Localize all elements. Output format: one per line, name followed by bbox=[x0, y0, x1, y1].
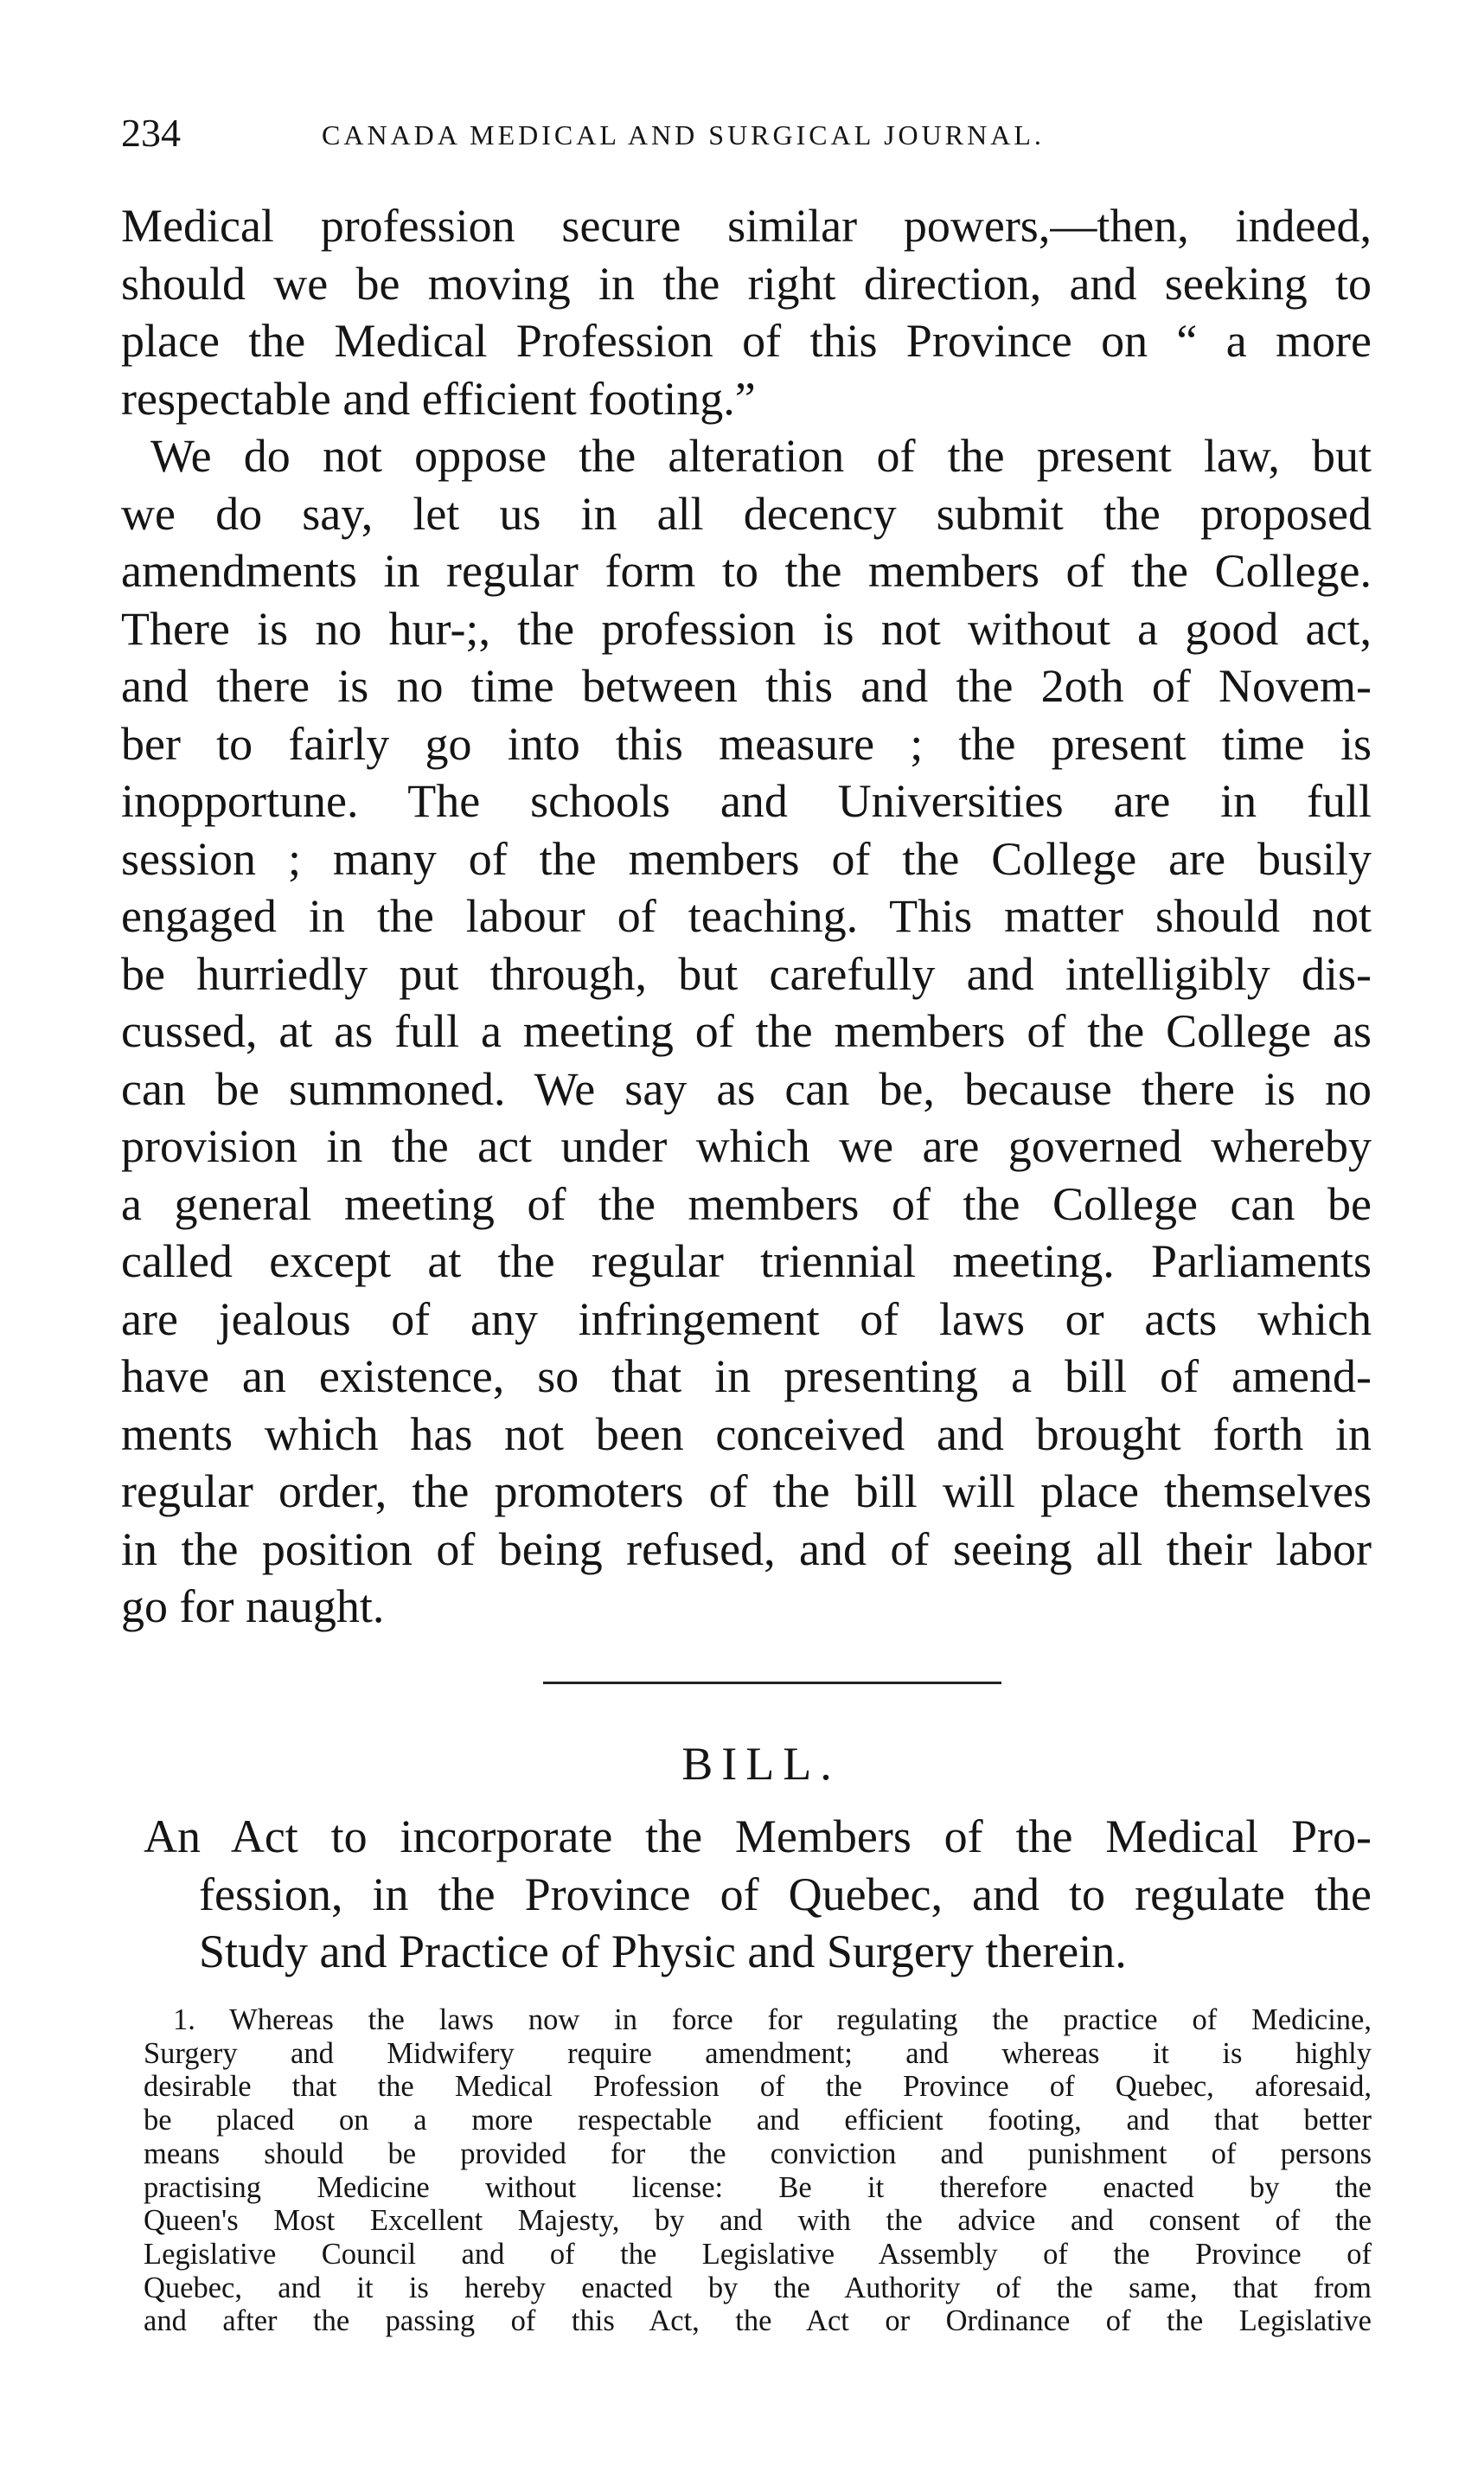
section-line: be placed on a more respectable and efficient footing, and that better bbox=[144, 2104, 1372, 2137]
body-line: go for naught. bbox=[121, 1580, 385, 1632]
section-line: Legislative Council and of the Legislative Assembly of the Province of bbox=[144, 2237, 1372, 2271]
body-line: respectable and efficient footing.” bbox=[121, 372, 756, 425]
body-line: There is no hur-;, the profession is not without a good act, bbox=[121, 602, 1372, 655]
act-title-line: fession, in the Province of Quebec, and to regulate the bbox=[199, 1868, 1372, 1920]
body-line: a general meeting of the members of the College can be bbox=[121, 1177, 1372, 1230]
section-line: Surgery and Midwifery require amendment; and whereas it is highly bbox=[144, 2036, 1372, 2070]
body-line: cussed, at as full a meeting of the members of the College as bbox=[121, 1005, 1372, 1057]
section-line: Queen's Most Excellent Majesty, by and with the advice and consent of the bbox=[144, 2204, 1372, 2238]
bill-heading: BILL. bbox=[681, 1738, 841, 1790]
body-line: regular order, the promoters of the bill will place themselves bbox=[121, 1465, 1372, 1517]
section-line: Quebec, and it is hereby enacted by the Authority of the same, that from bbox=[144, 2271, 1372, 2304]
page-header bbox=[121, 109, 1366, 170]
body-line: be hurriedly put through, but carefully and intelligibly dis- bbox=[121, 947, 1372, 1000]
section-line: means should be provided for the conviction and punishment of persons bbox=[144, 2137, 1372, 2170]
body-line: can be summoned. We say as can be, because there is no bbox=[121, 1062, 1372, 1115]
body-line: provision in the act under which we are governed whereby bbox=[121, 1120, 1372, 1172]
body-line: and there is no time between this and the 2oth of Novem- bbox=[121, 660, 1372, 712]
body-line: We do not oppose the alteration of the present law, but bbox=[150, 430, 1372, 482]
act-title bbox=[144, 1808, 1372, 1981]
bill-section-1 bbox=[144, 2003, 1372, 2338]
article-body bbox=[121, 197, 1372, 1636]
body-line: called except at the regular triennial meeting. Parliaments bbox=[121, 1235, 1372, 1287]
body-line: ber to fairly go into this measure ; the present time is bbox=[121, 717, 1372, 770]
body-line: inopportune. The schools and Universities are in full bbox=[121, 775, 1372, 827]
body-line: place the Medical Profession of this Province on “ a more bbox=[121, 315, 1372, 367]
section-line: practising Medicine without license: Be it therefore enacted by the bbox=[144, 2170, 1372, 2204]
body-line: in the position of being refused, and of seeing all their labor bbox=[121, 1522, 1372, 1575]
body-line: are jealous of any infringement of laws or acts which bbox=[121, 1292, 1372, 1345]
body-line: we do say, let us in all decency submit the proposed bbox=[121, 487, 1372, 540]
body-line: have an existence, so that in presenting a bill of amend- bbox=[121, 1350, 1372, 1402]
section-line: 1. Whereas the laws now in force for regulating the practice of Medicine, bbox=[173, 2003, 1372, 2036]
body-line: amendments in regular form to the members of the College. bbox=[121, 545, 1372, 597]
page-number: 234 bbox=[121, 111, 181, 155]
section-divider bbox=[543, 1682, 1001, 1684]
body-line: session ; many of the members of the College are busily bbox=[121, 832, 1372, 885]
running-head: CANADA MEDICAL AND SURGICAL JOURNAL. bbox=[322, 119, 1045, 151]
body-line: engaged in the labour of teaching. This matter should not bbox=[121, 890, 1372, 942]
section-line: and after the passing of this Act, the Act or Ordinance of the Legislative bbox=[144, 2304, 1372, 2338]
body-line: should we be moving in the right direction, and seeking to bbox=[121, 257, 1372, 310]
section-line: desirable that the Medical Profession of the Province of Quebec, aforesaid, bbox=[144, 2070, 1372, 2104]
act-title-line: An Act to incorporate the Members of the Medical Pro- bbox=[144, 1810, 1372, 1862]
body-line: Medical profession secure similar powers,—then, indeed, bbox=[121, 200, 1372, 252]
act-title-line: Study and Practice of Physic and Surgery therein. bbox=[199, 1926, 1127, 1977]
body-line: ments which has not been conceived and brought forth in bbox=[121, 1407, 1372, 1460]
